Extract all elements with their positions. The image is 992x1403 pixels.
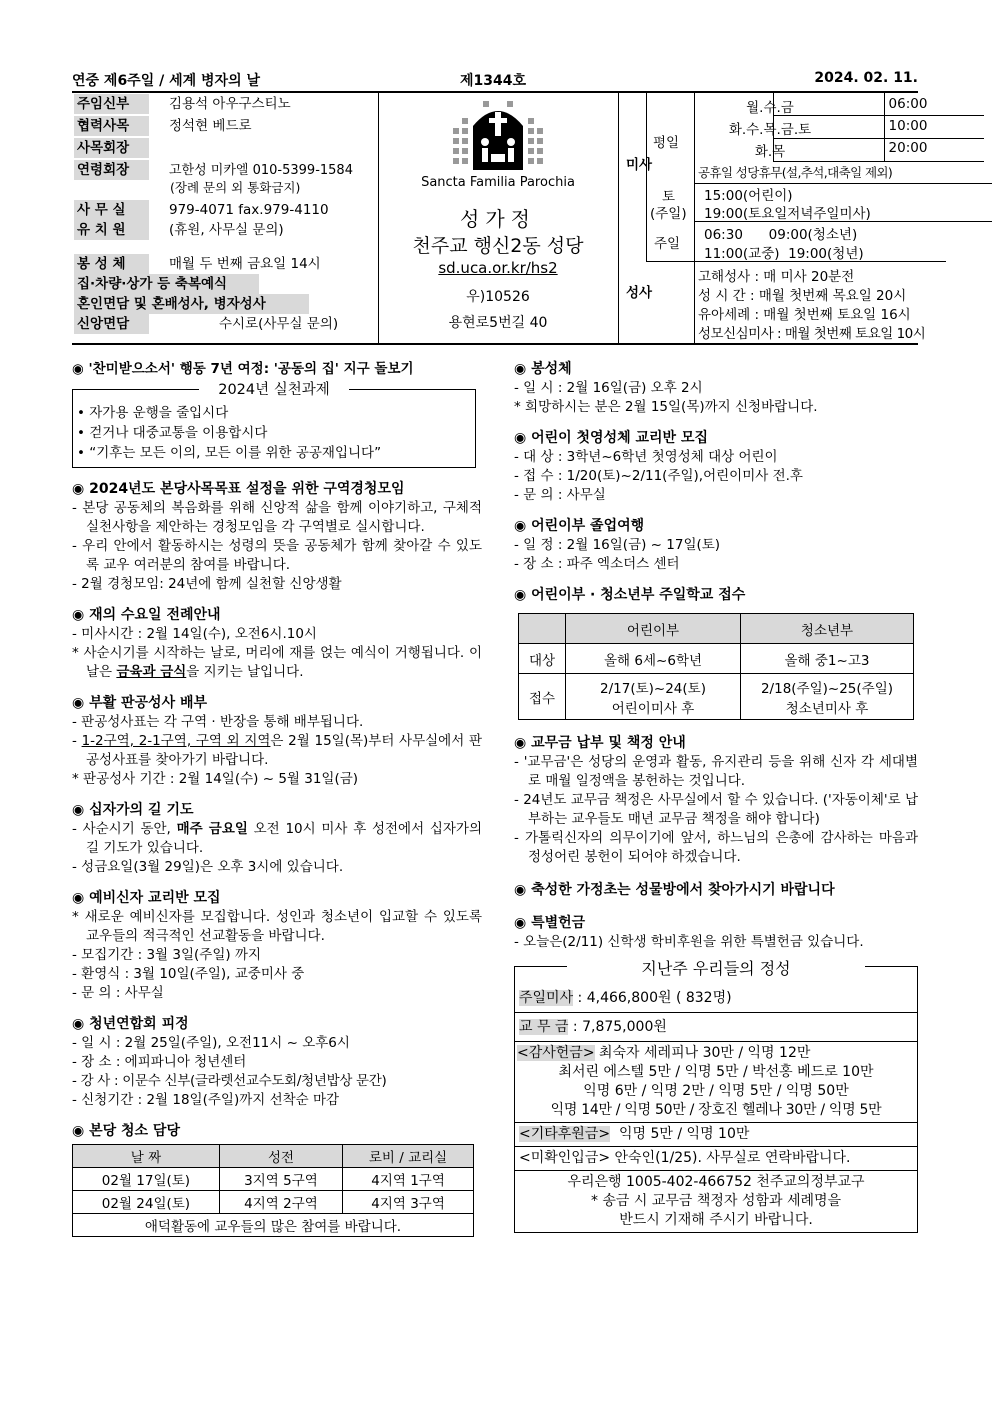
weekday-time: 10:00: [888, 118, 928, 134]
section-title: ◉ 어린이 첫영성체 교리반 모집: [514, 430, 708, 446]
table-header: 로비 / 교리실: [343, 1145, 474, 1168]
practice-item: • 걷거나 대중교통을 이용합시다: [77, 425, 268, 441]
offering-header: [515, 959, 917, 988]
sunday-label: 주일: [654, 236, 681, 252]
sched-line: [773, 161, 984, 162]
list-item: - 모집기간 : 3월 3일(주일) 까지: [72, 947, 261, 963]
section-youth-retreat: [72, 1015, 482, 1110]
postal-code: 우)10526: [466, 289, 530, 305]
list-item: - 장 소 : 에피파니아 청년센터: [72, 1054, 247, 1070]
bank-info: 우리은행 1005-402-466752 천주교의정부교구 * 송금 시 교무금 책정자 성함과 세례명을 반드시 기재해 주시기 바랍니다.: [567, 1174, 865, 1228]
parish-logo-icon: [453, 98, 543, 176]
list-item: - 일 시 : 2월 25일(주일), 오전11시 ~ 오후6시: [72, 1035, 350, 1051]
weekday-label: 평일: [653, 135, 680, 151]
list-item: - 1-2구역, 2-1구역, 구역 외 지역은 2월 15일(목)부터 사무실에서 판공성사표를 찾아가기 바랍니다.: [72, 733, 482, 768]
header-block: [72, 93, 928, 343]
list-item: - 신청기간 : 2월 18일(주일)까지 선착순 마감: [72, 1092, 340, 1108]
practice-item: • “기후는 모든 이의, 모든 이를 위한 공공재입니다”: [77, 445, 382, 461]
table-cell: 4지역 1구역: [343, 1168, 474, 1191]
sunday-mass: 06:30 09:00(청소년): [704, 227, 858, 243]
table-cell: 4지역 2구역: [219, 1191, 342, 1214]
list-item: - 대 상 : 3학년~6학년 첫영성체 대상 어린이: [514, 449, 778, 465]
issue-number: 제1344호: [460, 73, 527, 89]
sched-line: [773, 138, 984, 139]
section-title: ◉ 봉성체: [514, 361, 572, 377]
list-item: - 미사시간 : 2월 14일(수), 오전6시.10시: [72, 626, 317, 642]
section-title: ◉ 2024년도 본당사목목표 설정을 위한 구역경청모임: [72, 481, 405, 497]
section-easter-confession: [72, 694, 482, 789]
list-item: * 판공성사 기간 : 2월 14일(수) ~ 5월 31일(금): [72, 771, 359, 787]
list-item: - 접 수 : 1/20(토)~2/11(주일),어린이미사 전.후: [514, 468, 803, 484]
table-cell: 02월 24일(토): [73, 1191, 220, 1214]
section-tithe: [514, 734, 918, 867]
list-item: - 사순시기 동안, 매주 금요일 오전 10시 미사 후 성전에서 십자가의 길 기도가 있습니다.: [72, 821, 482, 856]
section-graduation-trip: [514, 517, 918, 574]
practice-box: [72, 382, 476, 468]
sunday-school-table: [518, 613, 914, 720]
table-cell: 02월 17일(토): [73, 1168, 220, 1191]
saturday-label: 토: [662, 189, 676, 205]
section-communion-sick: [514, 360, 918, 417]
staff-row: 봉 성 체 매월 두 번째 금요일 14시: [74, 254, 321, 274]
holiday-note: 공휴일 성당휴무(설,추석,대축일 제외): [698, 165, 893, 180]
section-title: ◉ 재의 수요일 전례안내: [72, 607, 221, 623]
section-listening-meeting: [72, 480, 482, 594]
table-cell: 2/18(주일)~25(주일) 청소년미사 후: [741, 674, 914, 720]
section-cleaning-duty: [72, 1122, 482, 1237]
section-title: ◉ 청년연합회 피정: [72, 1016, 189, 1032]
section-title: ◉ 어린이부 졸업여행: [514, 518, 645, 534]
offering-tithe: 교 무 금 : 7,875,000원: [515, 1013, 917, 1042]
list-item: - 문 의 : 사무실: [514, 487, 606, 503]
table-footer: 애덕활동에 교우들의 많은 참여를 바랍니다.: [73, 1214, 474, 1237]
table-cell: 3지역 5구역: [219, 1168, 342, 1191]
section-laudato-si: [72, 360, 482, 468]
section-title: ◉ 예비신자 교리반 모집: [72, 890, 221, 906]
practice-box-title: 2024년 실천과제: [218, 382, 330, 398]
section-title: ◉ 어린이부 · 청소년부 주일학교 접수: [514, 587, 746, 603]
right-column: [514, 360, 918, 1233]
sacrament-line: 유아세례 : 매월 첫번째 토요일 16시: [698, 307, 911, 323]
list-item: - 일 시 : 2월 16일(금) 오후 2시: [514, 380, 703, 396]
list-item: - 판공성사표는 각 구역 · 반장을 통해 배부됩니다.: [72, 714, 364, 730]
staff-row: 협력사목 정석현 베드로: [74, 116, 252, 136]
left-column: [72, 360, 482, 1237]
list-item: - 24년도 교무금 책정은 사무실에서 할 수 있습니다. ('자동이체'로 납부하는 교우들도 매년 교무금 책정을 해야 합니다): [514, 792, 918, 827]
section-title: ◉ '찬미받으소서' 행동 7년 여정: '공동의 집' 지구 돌보기: [72, 361, 414, 377]
issue-week: 연중 제6주일 / 세계 병자의 날: [72, 73, 260, 89]
cleaning-table: [72, 1144, 474, 1237]
section-candles: [514, 881, 918, 900]
offering-other: <기타후원금> 익명 5만 / 익명 10만: [515, 1123, 917, 1147]
staff-row: 사목회장: [74, 138, 169, 158]
staff-note: (장례 문의 외 통화금지): [170, 180, 301, 195]
list-item: - 우리 안에서 활동하시는 성령의 뜻을 공동체가 함께 찾아갈 수 있도록 교우 여러분의 참여를 바랍니다.: [72, 538, 482, 573]
parish-latin-name: Sancta Familia Parochia: [421, 175, 575, 190]
saturday-sub: (주일): [650, 206, 687, 222]
table-cell: 4지역 3구역: [343, 1191, 474, 1214]
list-item: - 가톨릭신자의 의무이기에 앞서, 하느님의 은총에 감사하는 마음과 정성어린 봉헌이 되어야 하겠습니다.: [514, 830, 918, 865]
table-cell: 대상: [519, 644, 566, 674]
saturday-mass: 19:00(토요일저녁주일미사): [704, 206, 871, 222]
list-item: - 성금요일(3월 29일)은 오후 3시에 있습니다.: [72, 859, 344, 875]
table-row: [73, 1191, 474, 1214]
sacrament-line: 성모신심미사 : 매월 첫번째 토요일 10시: [698, 326, 926, 342]
offering-unconfirmed: <미확인입금> 안숙인(1/25). 사무실로 연락바랍니다.: [515, 1147, 917, 1171]
section-title: ◉ 본당 청소 담당: [72, 1123, 180, 1139]
table-header: 날 짜: [73, 1145, 220, 1168]
sunday-mass: 11:00(교중) 19:00(청년): [704, 246, 864, 262]
parish-full-name: 천주교 행신2동 성당: [412, 235, 584, 257]
sacrament-label: 성사: [626, 285, 653, 301]
staff-row: 사 무 실 979-4071 fax.979-4110: [74, 200, 329, 220]
table-header: 성전: [219, 1145, 342, 1168]
list-item: - 강 사 : 이문수 신부(글라렛선교수도회/청년밥상 문간): [72, 1073, 387, 1089]
sacrament-line: 성 시 간 : 매월 첫번째 목요일 20시: [698, 288, 907, 304]
list-item: * 희망하시는 분은 2월 15일(목)까지 신청바랍니다.: [514, 399, 818, 415]
table-row: [73, 1168, 474, 1191]
staff-row: 신앙면담 수시로(사무실 문의): [74, 314, 338, 334]
staff-row: 집·차량·상가 등 축복예식: [74, 274, 259, 294]
offering-thanks: <감사헌금> 최숙자 세레피나 30만 / 익명 12만 최서린 에스텔 5만 / 익명 5만 / 박선홍 베드로 10만 익명 6만 / 익명 2만 / 익명 5만 / 익명 50만 익명 14만 / 익명 50만 / 장호진 헬레나 30만 / 익명 5만: [515, 1042, 917, 1123]
table-cell: 2/17(토)~24(토) 어린이미사 후: [566, 674, 741, 720]
list-item: * 새로운 예비신자를 모집합니다. 성인과 청소년이 입교할 수 있도록 교우들의 적극적인 선교활동을 바랍니다.: [72, 909, 482, 944]
weekday-days: 월.수.금: [746, 100, 794, 116]
staff-row: 혼인면담 및 혼배성사, 병자성사: [74, 294, 309, 314]
staff-row: 연령회장 고한성 미카엘 010-5399-1584: [74, 160, 353, 180]
offering-box: [514, 959, 918, 1233]
table-header: 어린이부: [566, 614, 741, 644]
offering-title: 지난주 우리들의 정성: [641, 959, 791, 978]
list-item: * 사순시기를 시작하는 날로, 머리에 재를 얹는 예식이 거행됩니다. 이날은 금육과 금식을 지키는 날입니다.: [72, 645, 482, 680]
saturday-mass: 15:00(어린이): [704, 188, 793, 204]
mass-schedule: [618, 93, 928, 343]
table-row: [519, 644, 914, 674]
section-sunday-school: [514, 586, 918, 720]
masthead: [72, 70, 918, 90]
sched-line: [646, 93, 647, 261]
sacrament-line: 고해성사 : 매 미사 20분전: [698, 269, 855, 285]
practice-item: • 자가용 운행을 줄입시다: [77, 405, 229, 421]
section-title: ◉ 특별헌금: [514, 915, 586, 931]
list-item: - 일 정 : 2월 16일(금) ~ 17일(토): [514, 537, 721, 553]
weekday-time: 20:00: [888, 140, 928, 156]
list-item: - 문 의 : 사무실: [72, 985, 164, 1001]
staff-row: 유 치 원 (휴원, 사무실 문의): [74, 220, 284, 240]
sched-line: [694, 93, 695, 343]
table-header: [519, 614, 566, 644]
section-title: ◉ 부활 판공성사 배부: [72, 695, 208, 711]
weekday-days: 화.목: [754, 144, 786, 160]
issue-date: 2024. 02. 11.: [814, 70, 918, 86]
weekday-time: 06:00: [888, 96, 928, 112]
mass-label: 미사: [626, 157, 653, 173]
table-cell: 접수: [519, 674, 566, 720]
list-item: - '교무금'은 성당의 운영과 활동, 유지관리 등을 위해 신자 각 세대별로 매월 일정액을 봉헌하는 것입니다.: [514, 754, 918, 789]
parish-logo-block: [378, 93, 618, 343]
parish-name: 성가정: [460, 207, 536, 231]
parish-website-link[interactable]: sd.uca.or.kr/hs2: [438, 259, 558, 277]
list-item: - 오늘은(2/11) 신학생 학비후원을 위한 특별헌금 있습니다.: [514, 934, 864, 950]
table-header: 청소년부: [741, 614, 914, 644]
section-title: ◉ 십자가의 길 기도: [72, 802, 194, 818]
section-stations-of-cross: [72, 801, 482, 877]
list-item: - 장 소 : 파주 엑소더스 센터: [514, 556, 680, 572]
offering-sunday: 주일미사 : 4,466,800원 ( 832명): [515, 988, 917, 1013]
header-bottom-rule: [72, 343, 918, 345]
section-title: ◉ 축성한 가정초는 성물방에서 찾아가시기 바랍니다: [514, 882, 835, 898]
section-title: ◉ 교무금 납부 및 책정 안내: [514, 735, 686, 751]
list-item: - 환영식 : 3월 10일(주일), 교중미사 중: [72, 966, 305, 982]
section-special-offering: [514, 914, 918, 952]
section-catechumen: [72, 889, 482, 1003]
list-item: - 본당 공동체의 복음화를 위해 신앙적 삶을 함께 이야기하고, 구체적 실천사항을 제안하는 경청모임을 각 구역별로 실시합니다.: [72, 500, 482, 535]
section-ash-wednesday: [72, 606, 482, 682]
staff-row: 주임신부 김용석 아우구스티노: [74, 94, 291, 114]
weekday-days: 화.수.목.금.토: [728, 122, 812, 138]
table-cell: 올해 6세~6학년: [566, 644, 741, 674]
table-row: [519, 674, 914, 720]
list-item: - 2월 경청모임: 24년에 함께 실천할 신앙생활: [72, 576, 342, 592]
table-cell: 올해 중1~고3: [741, 644, 914, 674]
street-address: 용현로5번길 40: [448, 315, 548, 331]
section-first-communion: [514, 429, 918, 505]
